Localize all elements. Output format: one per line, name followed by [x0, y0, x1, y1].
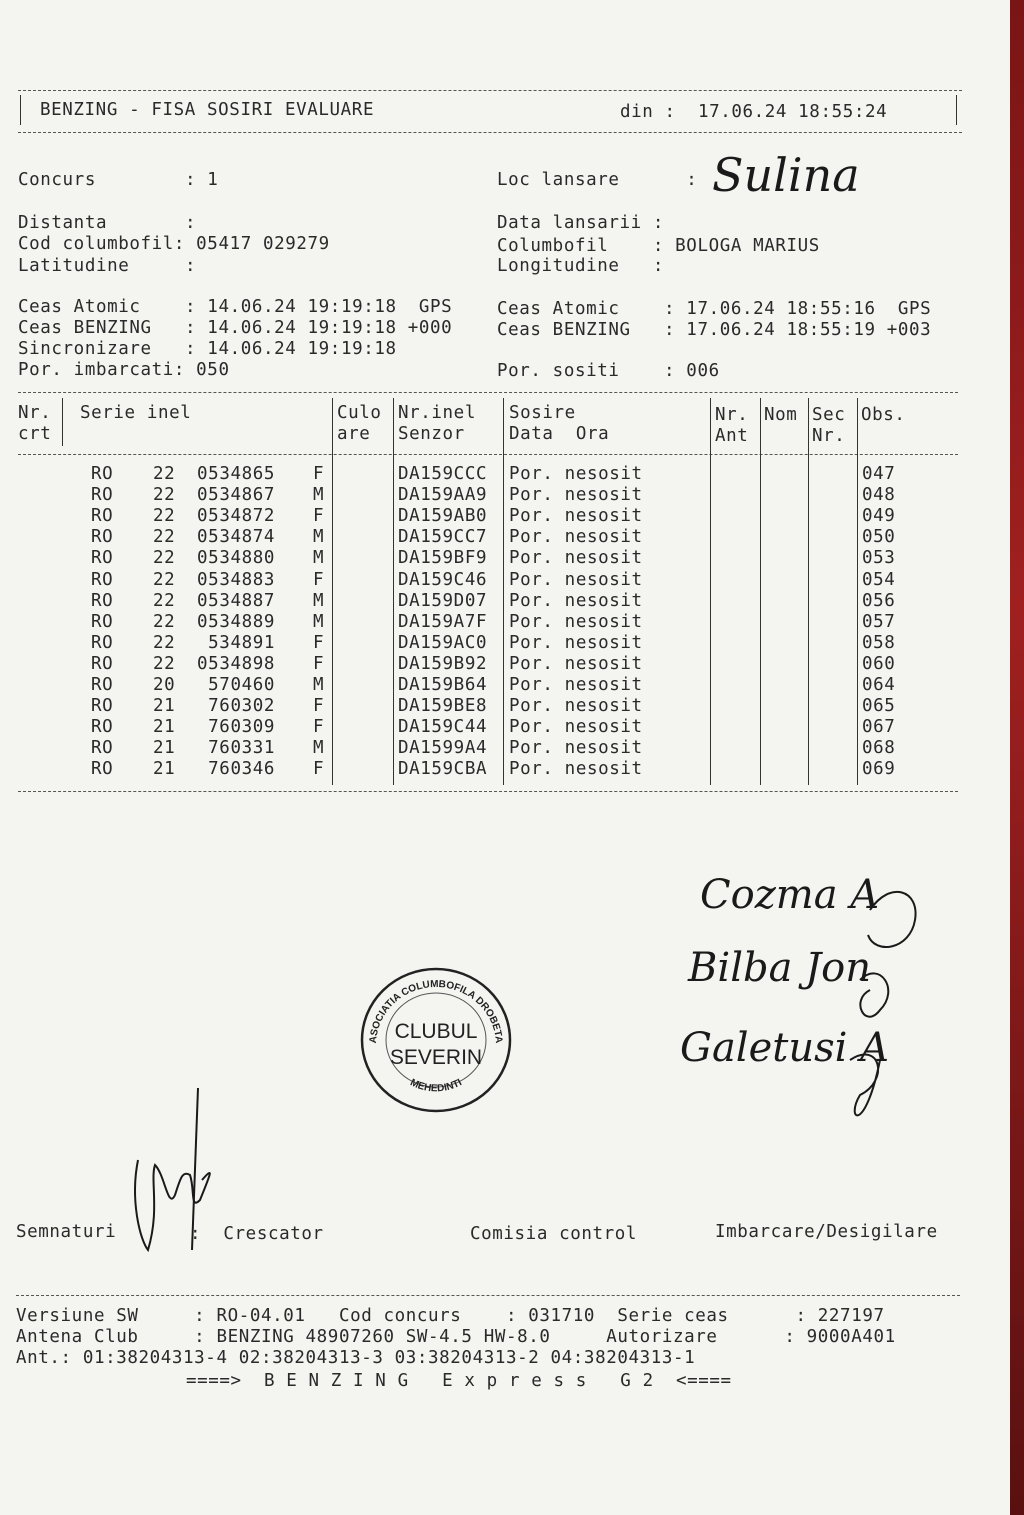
header-top-rule: [18, 90, 962, 91]
th-obs: Obs.: [861, 405, 906, 425]
cell-sensor: DA159CC7: [398, 527, 488, 548]
cell-ring: 760309: [208, 717, 275, 738]
comisia-control-label: Comisia control: [470, 1224, 638, 1244]
cell-sex: F: [313, 569, 325, 590]
cell-sensor: DA159BE8: [398, 696, 488, 717]
cell-year: 21: [153, 738, 176, 759]
table-row: [0, 464, 960, 485]
cell-sex: F: [313, 464, 325, 484]
cell-status: Por. nesosit: [509, 569, 643, 590]
cell-status: Por. nesosit: [509, 675, 643, 695]
th-nr-ant-2: Ant: [715, 426, 749, 446]
cell-ring: 760346: [208, 759, 275, 780]
cell-year: 21: [153, 717, 176, 738]
cell-ring: 0534874: [197, 527, 275, 548]
table-row: [0, 570, 960, 591]
th-data-ora: Data Ora: [509, 424, 610, 444]
cell-obs: 056: [862, 590, 896, 611]
cell-sex: M: [313, 590, 325, 611]
antene-line: Ant.: 01:38204313-4 02:38204313-3 03:38204313-2 04:38204313-1: [16, 1348, 696, 1368]
cell-year: 22: [153, 590, 176, 611]
cell-sex: F: [313, 506, 325, 527]
table-row: [0, 506, 960, 527]
cell-sex: M: [313, 548, 325, 569]
cell-status: Por. nesosit: [509, 653, 643, 674]
benzing-express-banner: ====> B E N Z I N G E x p r e s s G 2 <====: [186, 1371, 732, 1391]
table-row: [0, 612, 960, 633]
signature-scribbles: [820, 880, 940, 1140]
cell-sensor: DA159C46: [398, 569, 488, 590]
cell-year: 22: [153, 485, 176, 506]
header-right-border: [956, 95, 957, 125]
cell-status: Por. nesosit: [509, 485, 643, 506]
table-row: [0, 591, 960, 612]
cell-sex: F: [313, 632, 325, 653]
cell-obs: 064: [862, 675, 896, 695]
cell-ring: 0534872: [197, 506, 275, 527]
stamp-arc-bottom: MEHEDINTI: [408, 1077, 464, 1095]
table-row: [0, 675, 960, 696]
cell-country: RO: [91, 506, 114, 527]
cell-year: 22: [153, 464, 176, 484]
cell-year: 22: [153, 653, 176, 674]
cell-status: Por. nesosit: [509, 506, 643, 527]
th-sec-nr: Sec: [812, 405, 846, 425]
cell-status: Por. nesosit: [509, 738, 643, 759]
cell-year: 20: [153, 675, 176, 695]
cell-sensor: DA159AB0: [398, 506, 488, 527]
cell-sensor: DA159D07: [398, 590, 488, 611]
cell-country: RO: [91, 738, 114, 759]
cell-country: RO: [91, 696, 114, 717]
table-header-rule: [18, 454, 958, 455]
cell-year: 21: [153, 759, 176, 780]
cell-status: Por. nesosit: [509, 611, 643, 632]
ceas-atomic-left: Ceas Atomic : 14.06.24 19:19:18 GPS: [18, 297, 453, 317]
cell-status: Por. nesosit: [509, 464, 643, 484]
cell-ring: 760331: [208, 738, 275, 759]
data-lansarii-line: Data lansarii :: [497, 213, 665, 233]
handwritten-signature-bilba: Bilba Jon: [688, 945, 872, 991]
sincronizare-line: Sincronizare : 14.06.24 19:19:18: [18, 339, 397, 359]
header-bottom-rule: [18, 132, 962, 133]
handwritten-signature-cozma: Cozma A: [700, 872, 880, 918]
cell-ring: 534891: [208, 632, 275, 653]
stamp-arc-top: ASOCIATIA COLUMBOFILA DROBETA: [367, 978, 505, 1044]
cell-ring: 0534880: [197, 548, 275, 569]
concurs-line: Concurs : 1: [18, 170, 219, 190]
porumbei-imbarcati-line: Por. imbarcati: 050: [18, 360, 230, 380]
th-nr-ant: Nr.: [715, 405, 749, 425]
table-row: [0, 633, 960, 654]
handwritten-signature-galetusi: Galetusi A: [680, 1025, 890, 1071]
cell-obs: 047: [862, 464, 896, 484]
col-divider: [62, 398, 63, 446]
cell-obs: 050: [862, 527, 896, 548]
cell-ring: 0534889: [197, 611, 275, 632]
svg-text:MEHEDINTI: [408, 1077, 464, 1094]
cell-sex: M: [313, 738, 325, 759]
table-row: [0, 548, 960, 569]
cell-ring: 0534898: [197, 653, 275, 674]
table-row: [0, 696, 960, 717]
cell-sex: F: [313, 759, 325, 780]
cell-country: RO: [91, 569, 114, 590]
cell-obs: 065: [862, 696, 896, 717]
table-row: [0, 717, 960, 738]
cell-year: 22: [153, 506, 176, 527]
table-top-rule: [18, 392, 958, 393]
cell-year: 22: [153, 548, 176, 569]
cell-ring: 0534883: [197, 569, 275, 590]
cell-sex: M: [313, 527, 325, 548]
table-row: [0, 485, 960, 506]
cell-sex: F: [313, 696, 325, 717]
cell-country: RO: [91, 653, 114, 674]
cell-country: RO: [91, 759, 114, 780]
footer-rule: [16, 1295, 960, 1296]
latitudine-line: Latitudine :: [18, 256, 197, 276]
cell-country: RO: [91, 632, 114, 653]
cell-year: 21: [153, 696, 176, 717]
cell-obs: 057: [862, 611, 896, 632]
table-row: [0, 654, 960, 675]
cell-ring: 0534887: [197, 590, 275, 611]
imbarcare-label: Imbarcare/Desigilare: [715, 1222, 938, 1242]
loc-lansare-label: Loc lansare :: [497, 170, 698, 190]
cell-status: Por. nesosit: [509, 590, 643, 611]
cell-obs: 049: [862, 506, 896, 527]
ceas-benzing-right: Ceas BENZING : 17.06.24 18:55:19 +003: [497, 320, 932, 340]
columbofil-line: Columbofil : BOLOGA MARIUS: [497, 236, 820, 256]
stamp-center-1: CLUBUL: [394, 1020, 478, 1043]
cell-sensor: DA159AA9: [398, 485, 488, 506]
th-nr-inel: Nr.inel: [398, 403, 476, 423]
cell-year: 22: [153, 527, 176, 548]
th-sosire: Sosire: [509, 403, 576, 423]
th-nr-crt: Nr.: [18, 403, 52, 423]
cell-obs: 068: [862, 738, 896, 759]
longitudine-line: Longitudine :: [497, 256, 665, 276]
cell-obs: 058: [862, 632, 896, 653]
table-row: [0, 759, 960, 780]
cell-status: Por. nesosit: [509, 696, 643, 717]
cell-status: Por. nesosit: [509, 548, 643, 569]
cell-country: RO: [91, 527, 114, 548]
cell-ring: 570460: [208, 675, 275, 695]
stamp-center-2: SEVERIN: [389, 1046, 483, 1069]
th-nom: Nom: [764, 405, 798, 425]
ceas-benzing-left: Ceas BENZING : 14.06.24 19:19:18 +000: [18, 318, 453, 338]
club-stamp: [358, 965, 514, 1115]
cell-sensor: DA159A7F: [398, 611, 488, 632]
th-serie-inel: Serie inel: [80, 403, 192, 423]
cell-obs: 069: [862, 759, 896, 780]
cell-year: 22: [153, 569, 176, 590]
cell-sensor: DA159B64: [398, 675, 488, 695]
cell-ring: 0534865: [197, 464, 275, 484]
cell-country: RO: [91, 675, 114, 695]
cell-ring: 0534867: [197, 485, 275, 506]
cell-sensor: DA159AC0: [398, 632, 488, 653]
cell-country: RO: [91, 717, 114, 738]
cell-status: Por. nesosit: [509, 759, 643, 780]
th-culoare: Culo: [337, 403, 382, 423]
cod-columbofil-line: Cod columbofil: 05417 029279: [18, 234, 330, 254]
cell-country: RO: [91, 548, 114, 569]
table-row: [0, 738, 960, 759]
cell-country: RO: [91, 611, 114, 632]
cell-obs: 048: [862, 485, 896, 506]
versiune-sw-line: Versiune SW : RO-04.01 Cod concurs : 031710 Serie ceas : 227197: [16, 1306, 885, 1326]
antena-club-line: Antena Club : BENZING 48907260 SW-4.5 HW-8.0 Autorizare : 9000A401: [16, 1327, 896, 1347]
porumbei-sositi-line: Por. sositi : 006: [497, 361, 720, 381]
cell-sex: F: [313, 717, 325, 738]
cell-sex: M: [313, 485, 325, 506]
cell-sensor: DA159CBA: [398, 759, 488, 780]
cell-country: RO: [91, 590, 114, 611]
cell-status: Por. nesosit: [509, 527, 643, 548]
th-culoare-2: are: [337, 424, 371, 444]
distanta-line: Distanta :: [18, 213, 197, 233]
page-edge: [1010, 0, 1024, 1515]
report-title: BENZING - FISA SOSIRI EVALUARE: [40, 100, 375, 120]
cell-sex: M: [313, 675, 325, 695]
cell-ring: 760302: [208, 696, 275, 717]
loc-lansare-handwritten: Sulina: [712, 148, 860, 202]
th-senzor: Senzor: [398, 424, 465, 444]
cell-sensor: DA159CCC: [398, 464, 488, 484]
semnaturi-label: Semnaturi: [16, 1222, 117, 1242]
cell-status: Por. nesosit: [509, 717, 643, 738]
th-nr-crt-2: crt: [18, 424, 52, 444]
cell-country: RO: [91, 464, 114, 484]
cell-sensor: DA159B92: [398, 653, 488, 674]
cell-country: RO: [91, 485, 114, 506]
header-left-border: [20, 95, 21, 125]
cell-obs: 053: [862, 548, 896, 569]
cell-sex: F: [313, 653, 325, 674]
table-row: [0, 527, 960, 548]
cell-obs: 067: [862, 717, 896, 738]
cell-obs: 060: [862, 653, 896, 674]
cell-sensor: DA159BF9: [398, 548, 488, 569]
cell-sensor: DA159C44: [398, 717, 488, 738]
cell-obs: 054: [862, 569, 896, 590]
cell-sensor: DA1599A4: [398, 738, 488, 759]
th-sec-nr-2: Nr.: [812, 426, 846, 446]
crescator-label: : Crescator: [190, 1224, 324, 1244]
ceas-atomic-right: Ceas Atomic : 17.06.24 18:55:16 GPS: [497, 299, 932, 319]
cell-year: 22: [153, 611, 176, 632]
table-bottom-rule: [18, 791, 958, 792]
cell-status: Por. nesosit: [509, 632, 643, 653]
cell-sex: M: [313, 611, 325, 632]
report-date: din : 17.06.24 18:55:24: [620, 102, 888, 122]
cell-year: 22: [153, 632, 176, 653]
